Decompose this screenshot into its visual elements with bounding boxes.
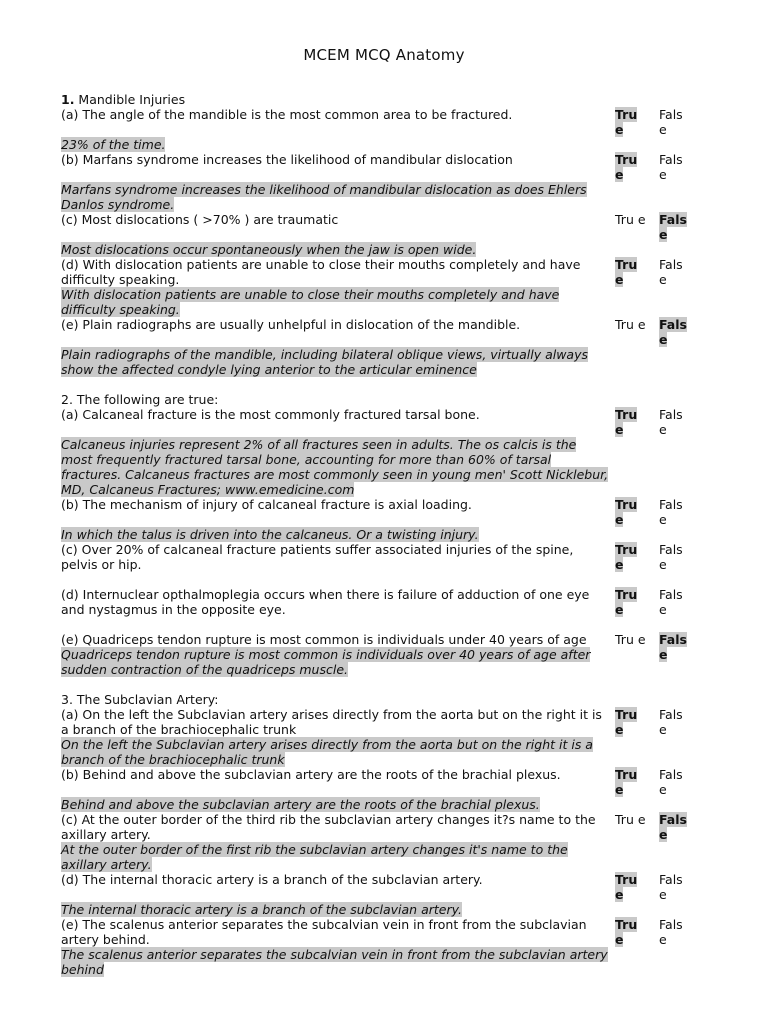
false-option[interactable] bbox=[659, 587, 691, 617]
section-number: 1. bbox=[61, 92, 75, 107]
false-label: Fals e bbox=[659, 107, 683, 137]
question-text: (a) Calcaneal fracture is the most commonly fractured tarsal bone. bbox=[61, 407, 480, 422]
explanation: The internal thoracic artery is a branch of the subclavian artery. bbox=[61, 902, 462, 917]
question bbox=[61, 317, 721, 377]
true-option[interactable] bbox=[615, 212, 647, 227]
true-label: Tru e bbox=[615, 497, 638, 527]
explanation: On the left the Subclavian artery arises directly from the aorta but on the right it is a branch of the brachiocephalic trunk bbox=[61, 737, 593, 767]
explanation: At the outer border of the first rib the subclavian artery changes it's name to the axillary artery. bbox=[61, 842, 568, 872]
section-title: Mandible Injuries bbox=[74, 92, 186, 107]
true-label: Tru e bbox=[615, 212, 646, 227]
false-option[interactable] bbox=[659, 872, 691, 902]
false-label: Fals e bbox=[659, 152, 683, 182]
false-option[interactable] bbox=[659, 497, 691, 527]
false-option[interactable] bbox=[659, 407, 691, 437]
false-option[interactable] bbox=[659, 767, 691, 797]
true-label: Tru e bbox=[615, 542, 638, 572]
false-label: Fals e bbox=[659, 812, 687, 842]
question-text: (b) Marfans syndrome increases the likelihood of mandibular dislocation bbox=[61, 152, 513, 167]
explanation: In which the talus is driven into the calcaneus. Or a twisting injury. bbox=[61, 527, 479, 542]
explanation: The scalenus anterior separates the subcalvian vein in front from the subclavian artery behind bbox=[61, 947, 608, 977]
true-option[interactable] bbox=[615, 587, 647, 617]
true-label: Tru e bbox=[615, 872, 638, 902]
true-label: Tru e bbox=[615, 587, 638, 617]
section-heading bbox=[61, 392, 721, 407]
question-text: (c) At the outer border of the third rib the subclavian artery changes it?s name to the axillary artery. bbox=[61, 812, 596, 842]
false-option[interactable] bbox=[659, 632, 691, 662]
true-option[interactable] bbox=[615, 812, 647, 827]
document-body bbox=[61, 92, 721, 977]
true-option[interactable] bbox=[615, 632, 647, 647]
section-title: The Subclavian Artery: bbox=[72, 692, 219, 707]
question bbox=[61, 107, 721, 152]
section-number: 3. bbox=[61, 692, 73, 707]
false-option[interactable] bbox=[659, 707, 691, 737]
explanation: Behind and above the subclavian artery are the roots of the brachial plexus. bbox=[61, 797, 540, 812]
false-option[interactable] bbox=[659, 542, 691, 572]
question-text: (c) Over 20% of calcaneal fracture patients suffer associated injuries of the spine, pelvis or hip. bbox=[61, 542, 574, 572]
false-label: Fals e bbox=[659, 257, 683, 287]
false-label: Fals e bbox=[659, 917, 683, 947]
false-option[interactable] bbox=[659, 317, 691, 347]
question bbox=[61, 542, 721, 587]
explanation: Plain radiographs of the mandible, including bilateral oblique views, virtually always show the affected condyle lying anterior to the articular eminence bbox=[61, 347, 588, 377]
explanation: Most dislocations occur spontaneously when the jaw is open wide. bbox=[61, 242, 477, 257]
false-label: Fals e bbox=[659, 542, 683, 572]
explanation: Marfans syndrome increases the likelihood of mandibular dislocation as does Ehlers Danlos syndrome. bbox=[61, 182, 587, 212]
true-option[interactable] bbox=[615, 257, 647, 287]
section-number: 2. bbox=[61, 392, 73, 407]
question-text: (a) On the left the Subclavian artery arises directly from the aorta but on the right it is a branch of the brachiocephalic trunk bbox=[61, 707, 602, 737]
true-option[interactable] bbox=[615, 317, 647, 332]
false-label: Fals e bbox=[659, 407, 683, 437]
false-option[interactable] bbox=[659, 257, 691, 287]
false-option[interactable] bbox=[659, 812, 691, 842]
true-label: Tru e bbox=[615, 257, 638, 287]
question bbox=[61, 872, 721, 917]
question bbox=[61, 917, 721, 977]
section-heading bbox=[61, 692, 721, 707]
false-option[interactable] bbox=[659, 917, 691, 947]
question-text: (b) Behind and above the subclavian artery are the roots of the brachial plexus. bbox=[61, 767, 561, 782]
false-label: Fals e bbox=[659, 707, 683, 737]
question-text: (d) Internuclear opthalmoplegia occurs when there is failure of adduction of one eye and nystagmus in the opposite eye. bbox=[61, 587, 590, 617]
question bbox=[61, 407, 721, 497]
false-label: Fals e bbox=[659, 587, 683, 617]
true-label: Tru e bbox=[615, 812, 646, 827]
explanation: Quadriceps tendon rupture is most common is individuals over 40 years of age after sudden contraction of the quadriceps muscle. bbox=[61, 647, 591, 677]
true-label: Tru e bbox=[615, 107, 638, 137]
true-label: Tru e bbox=[615, 317, 646, 332]
question bbox=[61, 812, 721, 872]
true-option[interactable] bbox=[615, 767, 647, 797]
question-text: (c) Most dislocations ( >70% ) are traumatic bbox=[61, 212, 339, 227]
explanation: With dislocation patients are unable to close their mouths completely and have difficulty speaking. bbox=[61, 287, 560, 317]
question-text: (a) The angle of the mandible is the most common area to be fractured. bbox=[61, 107, 513, 122]
true-option[interactable] bbox=[615, 707, 647, 737]
false-label: Fals e bbox=[659, 632, 687, 662]
true-option[interactable] bbox=[615, 542, 647, 572]
true-option[interactable] bbox=[615, 872, 647, 902]
section-title: The following are true: bbox=[72, 392, 219, 407]
true-label: Tru e bbox=[615, 632, 646, 647]
question bbox=[61, 632, 721, 677]
false-label: Fals e bbox=[659, 497, 683, 527]
true-option[interactable] bbox=[615, 407, 647, 437]
question-text: (e) Quadriceps tendon rupture is most common is individuals under 40 years of age bbox=[61, 632, 587, 647]
explanation: Calcaneus injuries represent 2% of all fractures seen in adults. The os calcis is the most frequently fractured tarsal bone, accounting for more than 60% of tarsal fractures. Calcaneus fractures are most commonly seen in young men' Scott Nicklebur, MD, Calcaneus Fractures; www.emedicine.com bbox=[61, 437, 609, 497]
question-text: (d) With dislocation patients are unable to close their mouths completely and have difficulty speaking. bbox=[61, 257, 581, 287]
false-option[interactable] bbox=[659, 212, 691, 242]
page-title: MCEM MCQ Anatomy bbox=[303, 46, 465, 64]
question bbox=[61, 152, 721, 212]
question bbox=[61, 212, 721, 257]
question bbox=[61, 497, 721, 542]
question-text: (d) The internal thoracic artery is a branch of the subclavian artery. bbox=[61, 872, 483, 887]
question bbox=[61, 257, 721, 317]
question bbox=[61, 767, 721, 812]
section-heading bbox=[61, 92, 721, 107]
question-text: (e) Plain radiographs are usually unhelpful in dislocation of the mandible. bbox=[61, 317, 521, 332]
question bbox=[61, 707, 721, 767]
true-option[interactable] bbox=[615, 107, 647, 137]
question bbox=[61, 587, 721, 632]
true-label: Tru e bbox=[615, 767, 638, 797]
question-text: (b) The mechanism of injury of calcaneal fracture is axial loading. bbox=[61, 497, 472, 512]
true-option[interactable] bbox=[615, 497, 647, 527]
false-option[interactable] bbox=[659, 152, 691, 182]
false-label: Fals e bbox=[659, 872, 683, 902]
true-option[interactable] bbox=[615, 152, 647, 182]
true-option[interactable] bbox=[615, 917, 647, 947]
false-label: Fals e bbox=[659, 767, 683, 797]
explanation: 23% of the time. bbox=[61, 137, 166, 152]
false-label: Fals e bbox=[659, 212, 687, 242]
false-label: Fals e bbox=[659, 317, 687, 347]
true-label: Tru e bbox=[615, 707, 638, 737]
true-label: Tru e bbox=[615, 407, 638, 437]
true-label: Tru e bbox=[615, 152, 638, 182]
true-label: Tru e bbox=[615, 917, 638, 947]
question-text: (e) The scalenus anterior separates the subcalvian vein in front from the subclavian artery behind. bbox=[61, 917, 587, 947]
false-option[interactable] bbox=[659, 107, 691, 137]
